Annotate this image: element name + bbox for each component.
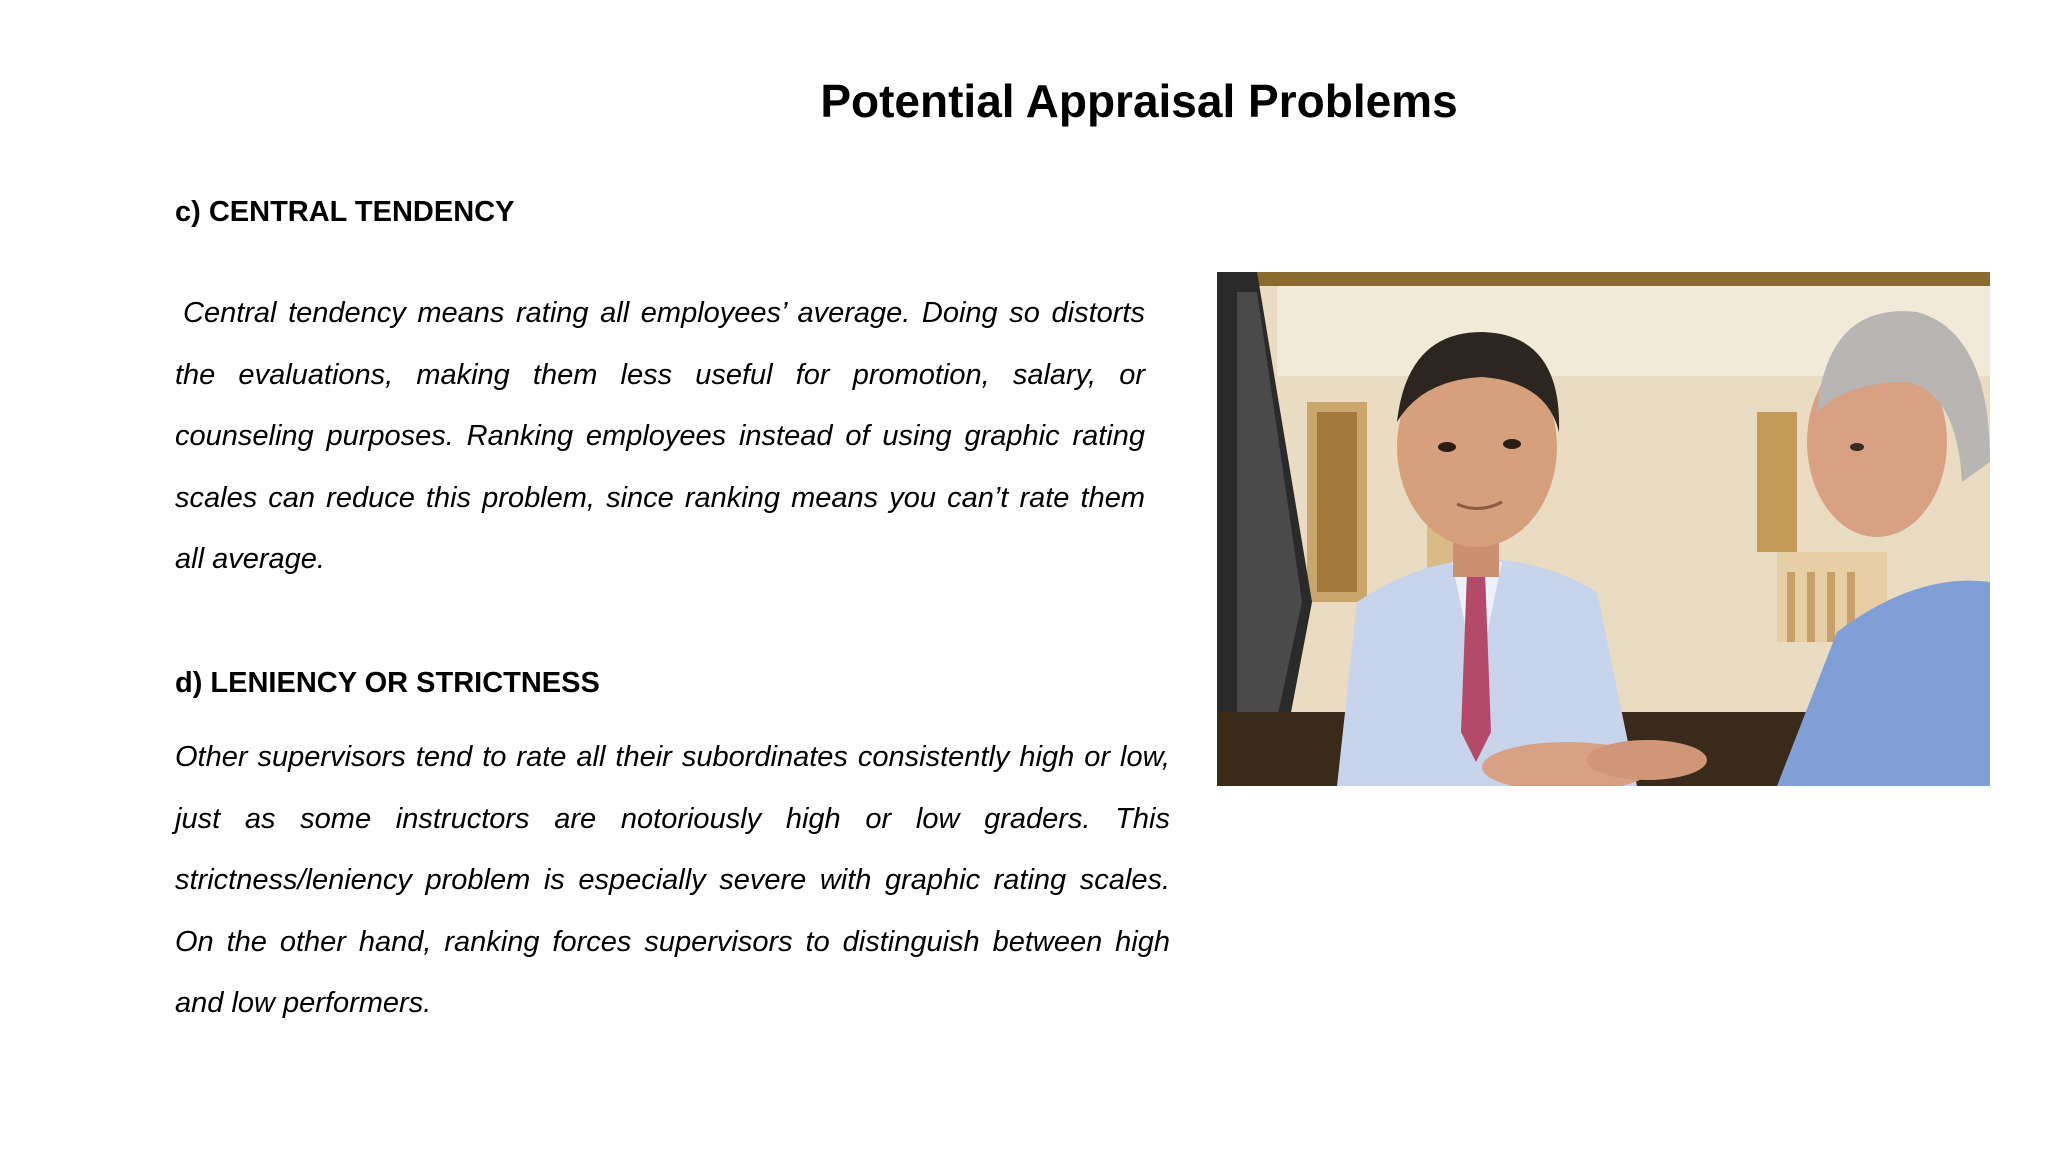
paragraph-leniency-strictness: Other supervisors tend to rate all their subordinates consistently high or low, just as some instructors are notoriously high or low graders. This strictness/leniency problem is especially severe with graphic rating scales. On the other hand, ranking forces supervisors to distinguish between high and low performers. (175, 741, 1170, 1019)
slide-title: Potential Appraisal Problems (820, 75, 1458, 127)
photo-two-businessmen (1217, 272, 1990, 786)
section-heading-leniency-strictness: d) LENIENCY OR STRICTNESS (175, 667, 600, 699)
section-heading-central-tendency: c) CENTRAL TENDENCY (175, 196, 515, 228)
paragraph-central-tendency: Central tendency means rating all employees’ average. Doing so distorts the evaluations, making them less useful for promotion, salary, or counseling purposes. Ranking employees instead of using graphic rating scales can reduce this problem, since ranking means you can’t rate them all average. (175, 297, 1145, 575)
photo-illustration (1217, 272, 1990, 786)
